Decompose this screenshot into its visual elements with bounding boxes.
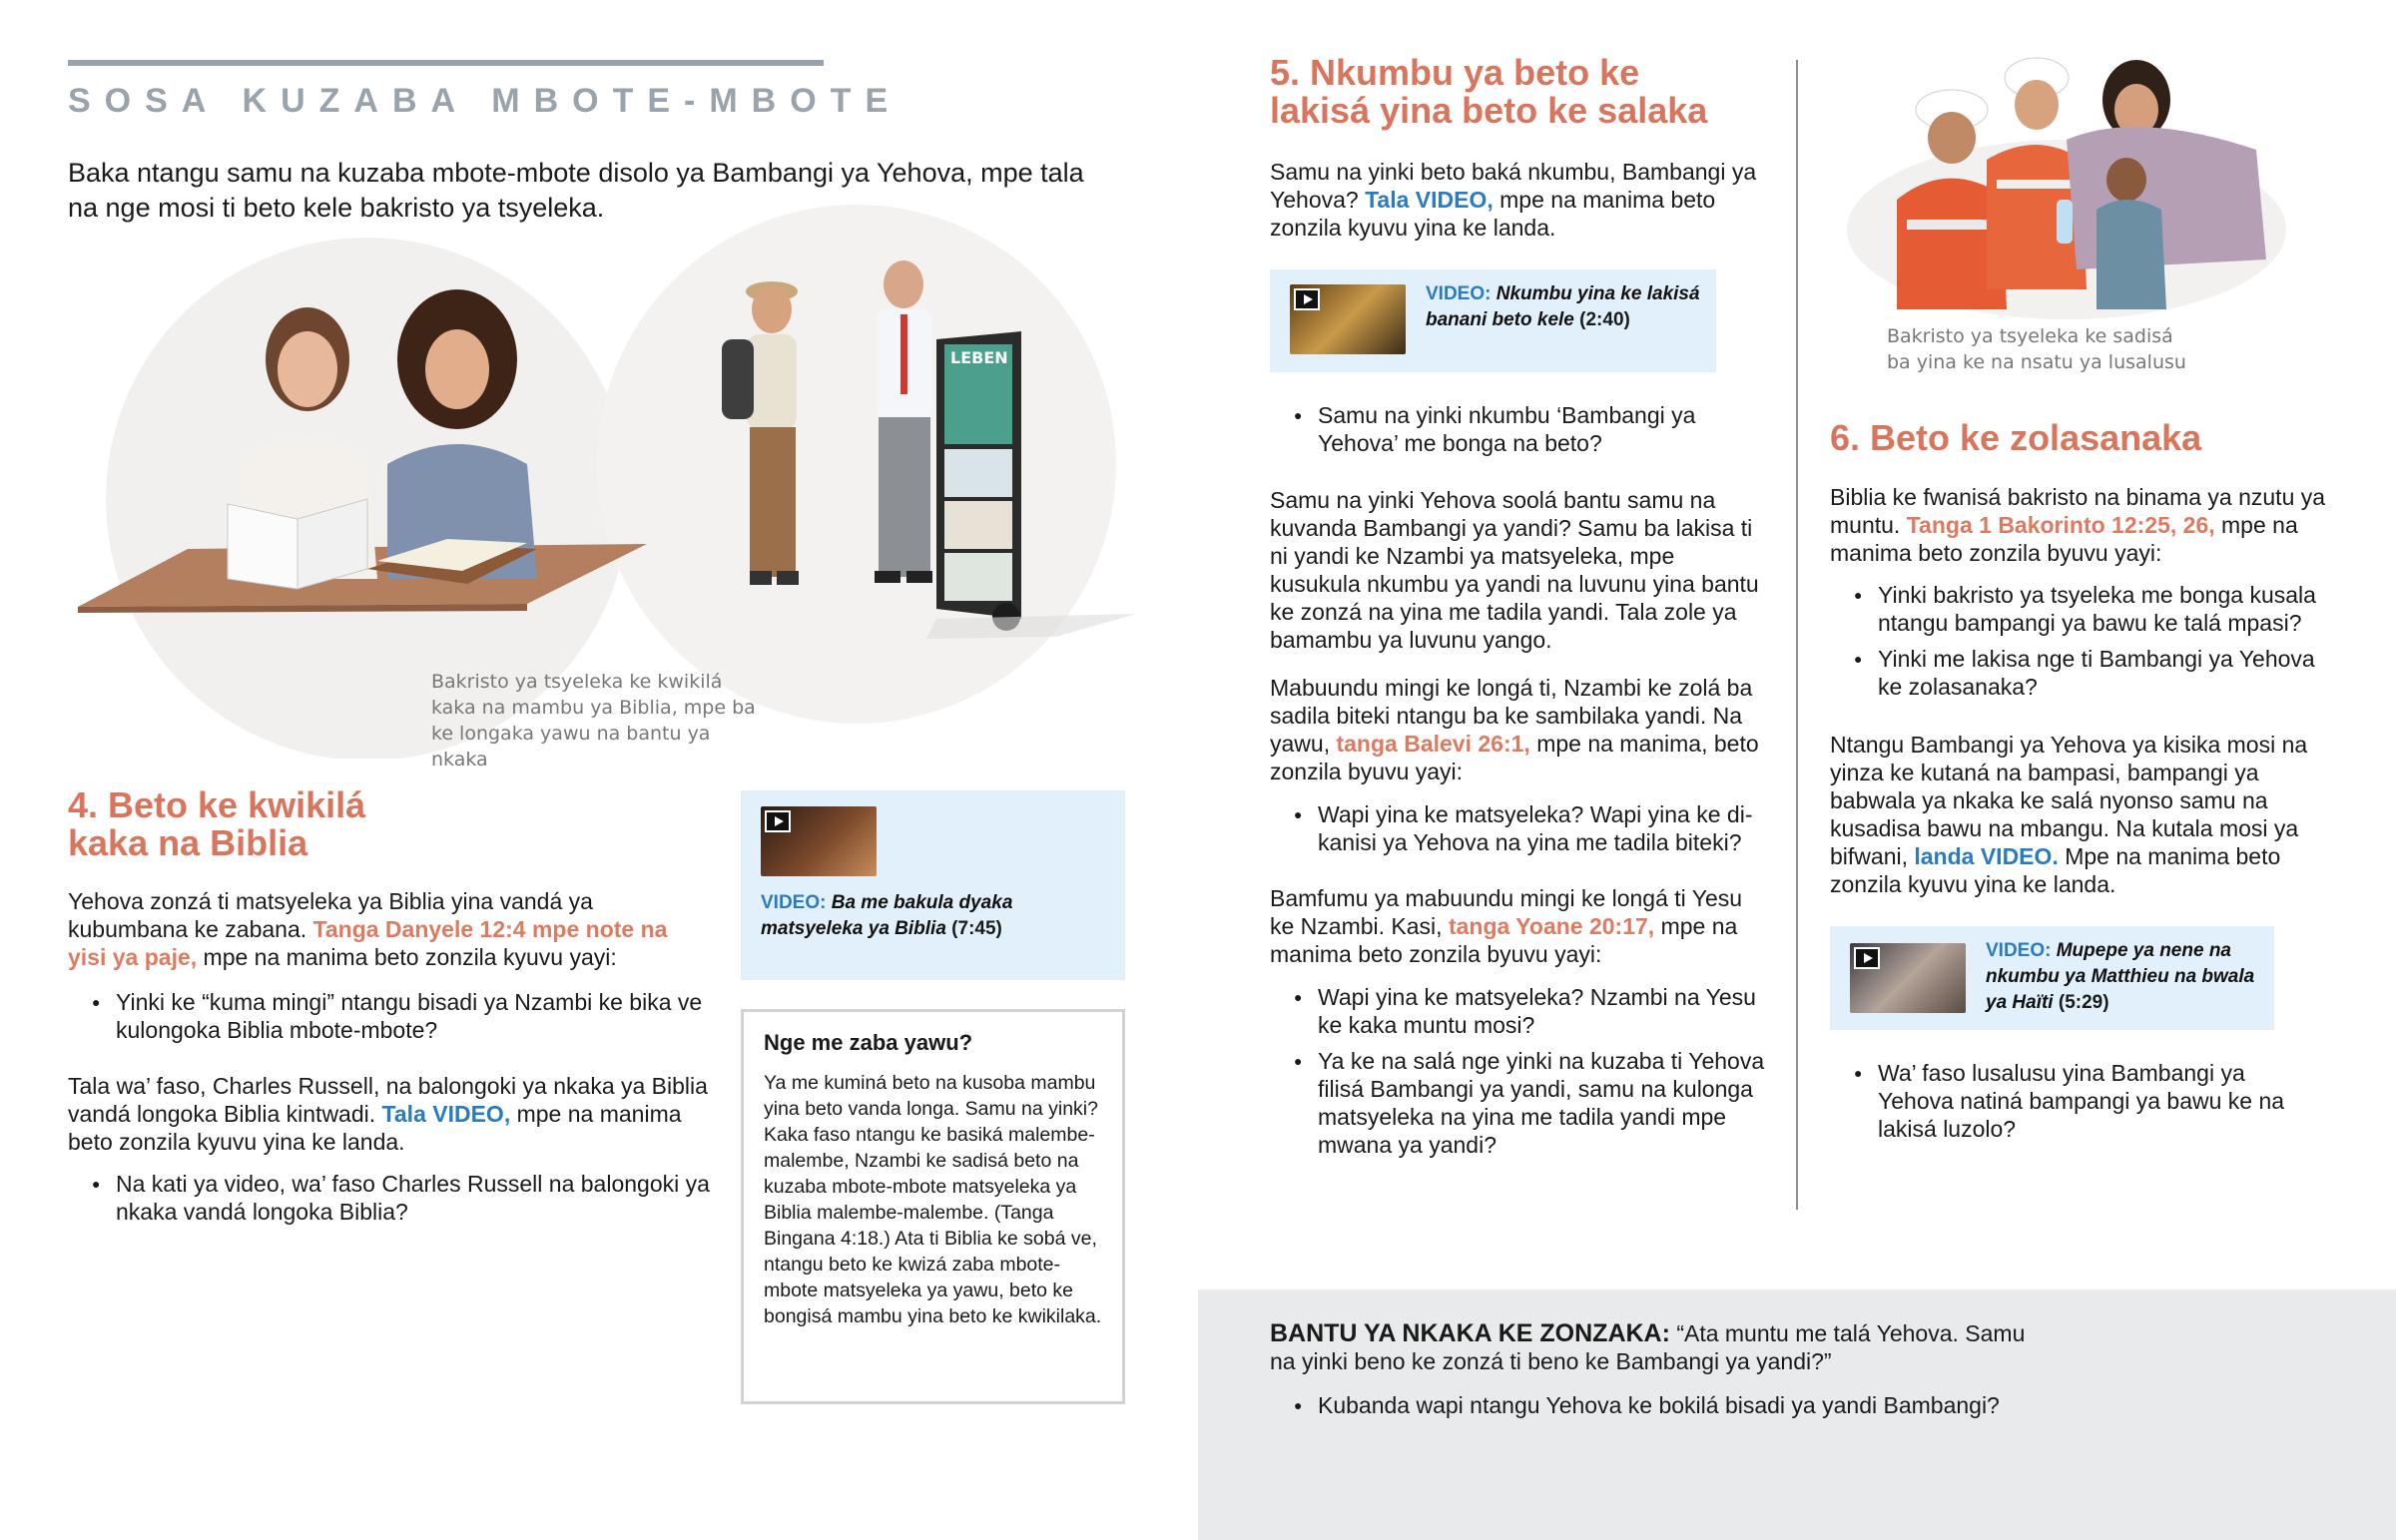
question-item: ● Wapi yina ke matsyeleka? Wapi yina ke dikanisi ya Yehova na yina me tadila biteki? [1270,800,1769,856]
illustration-relief-work [1837,30,2296,319]
section5-question-list3 [1270,983,1769,1167]
video-thumbnail[interactable] [1290,284,1406,354]
question-item: ● Yinki me lakisa nge ti Bambangi ya Yehova ke zolasanaka? [1830,645,2329,701]
video-box-section5[interactable] [1270,269,1716,372]
question-item: ● Ya ke na salá nge yinki na kuzaba ti Yehova filisá Bambangi ya yandi, samu na kulonga matsyeleka na yina me tadila yandi mpe mwana ya yandi? [1270,1047,1769,1159]
section5-question-list1 [1270,401,1769,465]
video-caption: VIDEO: Nkumbu yina ke lakisá banani beto kele (2:40) [1426,283,1700,330]
column-divider [1796,60,1798,1210]
section6-paragraph1: Biblia ke fwanisá bakristo na binama ya nzutu ya muntu. Tanga 1 Bakorinto 12:25, 26, mpe na manima beto zonzila byuvu yayi: [1830,484,2326,566]
section4-heading: 4. Beto ke kwikilá kaka na Biblia [68,784,366,863]
video-thumbnail[interactable] [761,806,877,876]
video-caption: VIDEO: Mupepe ya nene na nkumbu ya Matthieu na bwala ya Haïti (5:29) [1986,940,2255,1013]
scripture-link-john[interactable]: tanga Yoane 20:17, [1448,913,1655,939]
footer-question-list [1270,1391,2069,1427]
video-caption: VIDEO: Ba me bakula dyaka matsyeleka ya Biblia (7:45) [761,892,1013,939]
section4-paragraph1: Yehova zonzá ti matsyeleka ya Biblia yina vandá ya kubumbana ke zabana. Tanga Danyele 12:4 mpe note na yisi ya paje, mpe na manima beto zonzila kyuvu yayi: [68,888,668,970]
intro-text: Baka ntangu samu na kuzaba mbote-mbote disolo ya Bambangi ya Yehova, mpe tala na nge mosi ti beto kele bakristo ya tsyeleka. [68,158,1084,223]
question-item: ● Wapi yina ke matsyeleka? Nzambi na Yesu ke kaka muntu mosi? [1270,983,1769,1039]
section6-paragraph2: Ntangu Bambangi ya Yehova ya kisika mosi na yinza ke kutaná na bampasi, bampangi ya babwala ya nkaka ke salá nyonso samu na kusadisa bawu na mbangu. Na kutala mosi ya bifwani, landa VIDEO. Mpe na manima beto zonzila kyuvu yina ke landa. [1830,732,2308,897]
question-item: ● Wa’ faso lusalusu yina Bambangi ya Yehova natiná bampangi ya bawu ke na lakisá luzolo? [1830,1059,2289,1143]
video-thumbnail[interactable] [1850,943,1966,1013]
section5-heading: 5. Nkumbu ya beto ke lakisá yina beto ke salaka [1270,52,1708,131]
scripture-link-leviticus[interactable]: tanga Balevi 26:1, [1336,731,1530,757]
scripture-link-daniel[interactable]: Tanga Danyele 12:4 mpe note na yisi ya paje, [68,916,668,970]
scripture-link-corinthians[interactable]: Tanga 1 Bakorinto 12:25, 26, [1906,512,2215,538]
footer-quote: “Ata muntu me talá Yehova. Samu na yinki beno ke zonzá ti beno ke Bambangi ya yandi?” [1270,1320,2026,1374]
image2-caption: Bakristo ya tsyeleka ke sadisá ba yina ke na nsatu ya lusalusu [1887,325,2186,373]
section6-question-list1 [1830,581,2329,709]
play-icon[interactable] [1854,947,1880,969]
video-link-section6[interactable]: landa VIDEO. [1914,843,2059,869]
section6-heading: 6. Beto ke zolasanaka [1830,417,2202,458]
section4-question-list2 [68,1170,717,1234]
section4-paragraph2: Tala wa’ faso, Charles Russell, na balongoki ya nkaka ya Biblia vandá longoka Biblia kintwadi. Tala VIDEO, mpe na manima beto zonzila kyuvu yina ke landa. [68,1073,708,1155]
video-box-section4[interactable] [741,790,1125,980]
footer-lead: BANTU YA NKAKA KE ZONZAKA: [1270,1319,1670,1347]
question-item: ● Yinki ke “kuma mingi” ntangu bisadi ya Nzambi ke bika ve kulongoka Biblia mbote-mbote? [68,988,717,1044]
did-you-know-box [741,1009,1125,1404]
video-link-section5[interactable]: Tala VIDEO, [1365,187,1494,213]
literature-cart [936,331,1021,631]
section5-paragraph4: Bamfumu ya mabuundu mingi ke longá ti Yesu ke Nzambi. Kasi, tanga Yoane 20:17, mpe na manima beto zonzila byuvu yayi: [1270,885,1743,967]
cart-sign-text: LEBEN [950,348,1008,367]
footer-question [1270,1319,2029,1375]
section6-question-list2 [1830,1059,2289,1151]
header-rule [68,60,824,66]
video-box-section6[interactable] [1830,926,2274,1030]
did-you-know-title: Nge me zaba yawu? [764,1030,973,1055]
play-icon[interactable] [765,810,791,832]
section5-paragraph1: Samu na yinki beto baká nkumbu, Bambangi ya Yehova? Tala VIDEO, mpe na manima beto zonzila kyuvu yina ke landa. [1270,159,1757,241]
question-item: ● Kubanda wapi ntangu Yehova ke bokilá bisadi ya yandi Bambangi? [1270,1391,2069,1419]
section5-paragraph2: Samu na yinki Yehova soolá bantu samu na kuvanda Bambangi ya yandi? Samu ba lakisa ti ni yandi ke Nzambi ya matsyeleka, mpe kusukula nkumbu ya yandi na luvunu yina bantu ke zonzá na yina me tadila yandi. Tala zole ya bamambu ya luvunu yango. [1270,487,1759,653]
play-icon[interactable] [1294,288,1320,310]
section4-question-list1 [68,988,717,1052]
footer-band [1198,1289,2396,1540]
question-item: ● Samu na yinki nkumbu ‘Bambangi ya Yehova’ me bonga na beto? [1270,401,1769,457]
page-title: SOSA KUZABA MBOTE-MBOTE [68,82,902,120]
image1-caption: Bakristo ya tsyeleka ke kwikilá kaka na mambu ya Biblia, mpe ba ke longaka yawu na bantu ya nkaka [431,671,756,770]
question-item: ● Na kati ya video, wa’ faso Charles Russell na balongoki ya nkaka vandá longoka Biblia? [68,1170,717,1226]
video-link-section4[interactable]: Tala VIDEO, [381,1101,511,1127]
did-you-know-body: Ya me kuminá beto na kusoba mambu yina beto vanda longa. Samu na yinki? Kaka faso ntangu ke basiká malembe-malembe, Nzambi ke sadisá beto na kuzaba mbote-mbote matsyeleka ya Biblia malembe-malembe. (Tanga Bingana 4:18.) Ata ti Biblia ke sobá ve, ntangu beto ke kwizá zaba mbote-mbote matsyeleka ya yawu, beto ke bongisá mambu yina beto ke kwikilaka. [764,1072,1102,1327]
question-item: ● Yinki bakristo ya tsyeleka me bonga kusala ntangu bampangi ya bawu ke talá mpasi? [1830,581,2329,637]
section5-paragraph3: Mabuundu mingi ke longá ti, Nzambi ke zolá ba sadila biteki ntangu ba ke sambilaka yandi. Na yawu, tanga Balevi 26:1, mpe na manima, beto zonzila byuvu yayi: [1270,675,1759,784]
section5-question-list2 [1270,800,1769,864]
